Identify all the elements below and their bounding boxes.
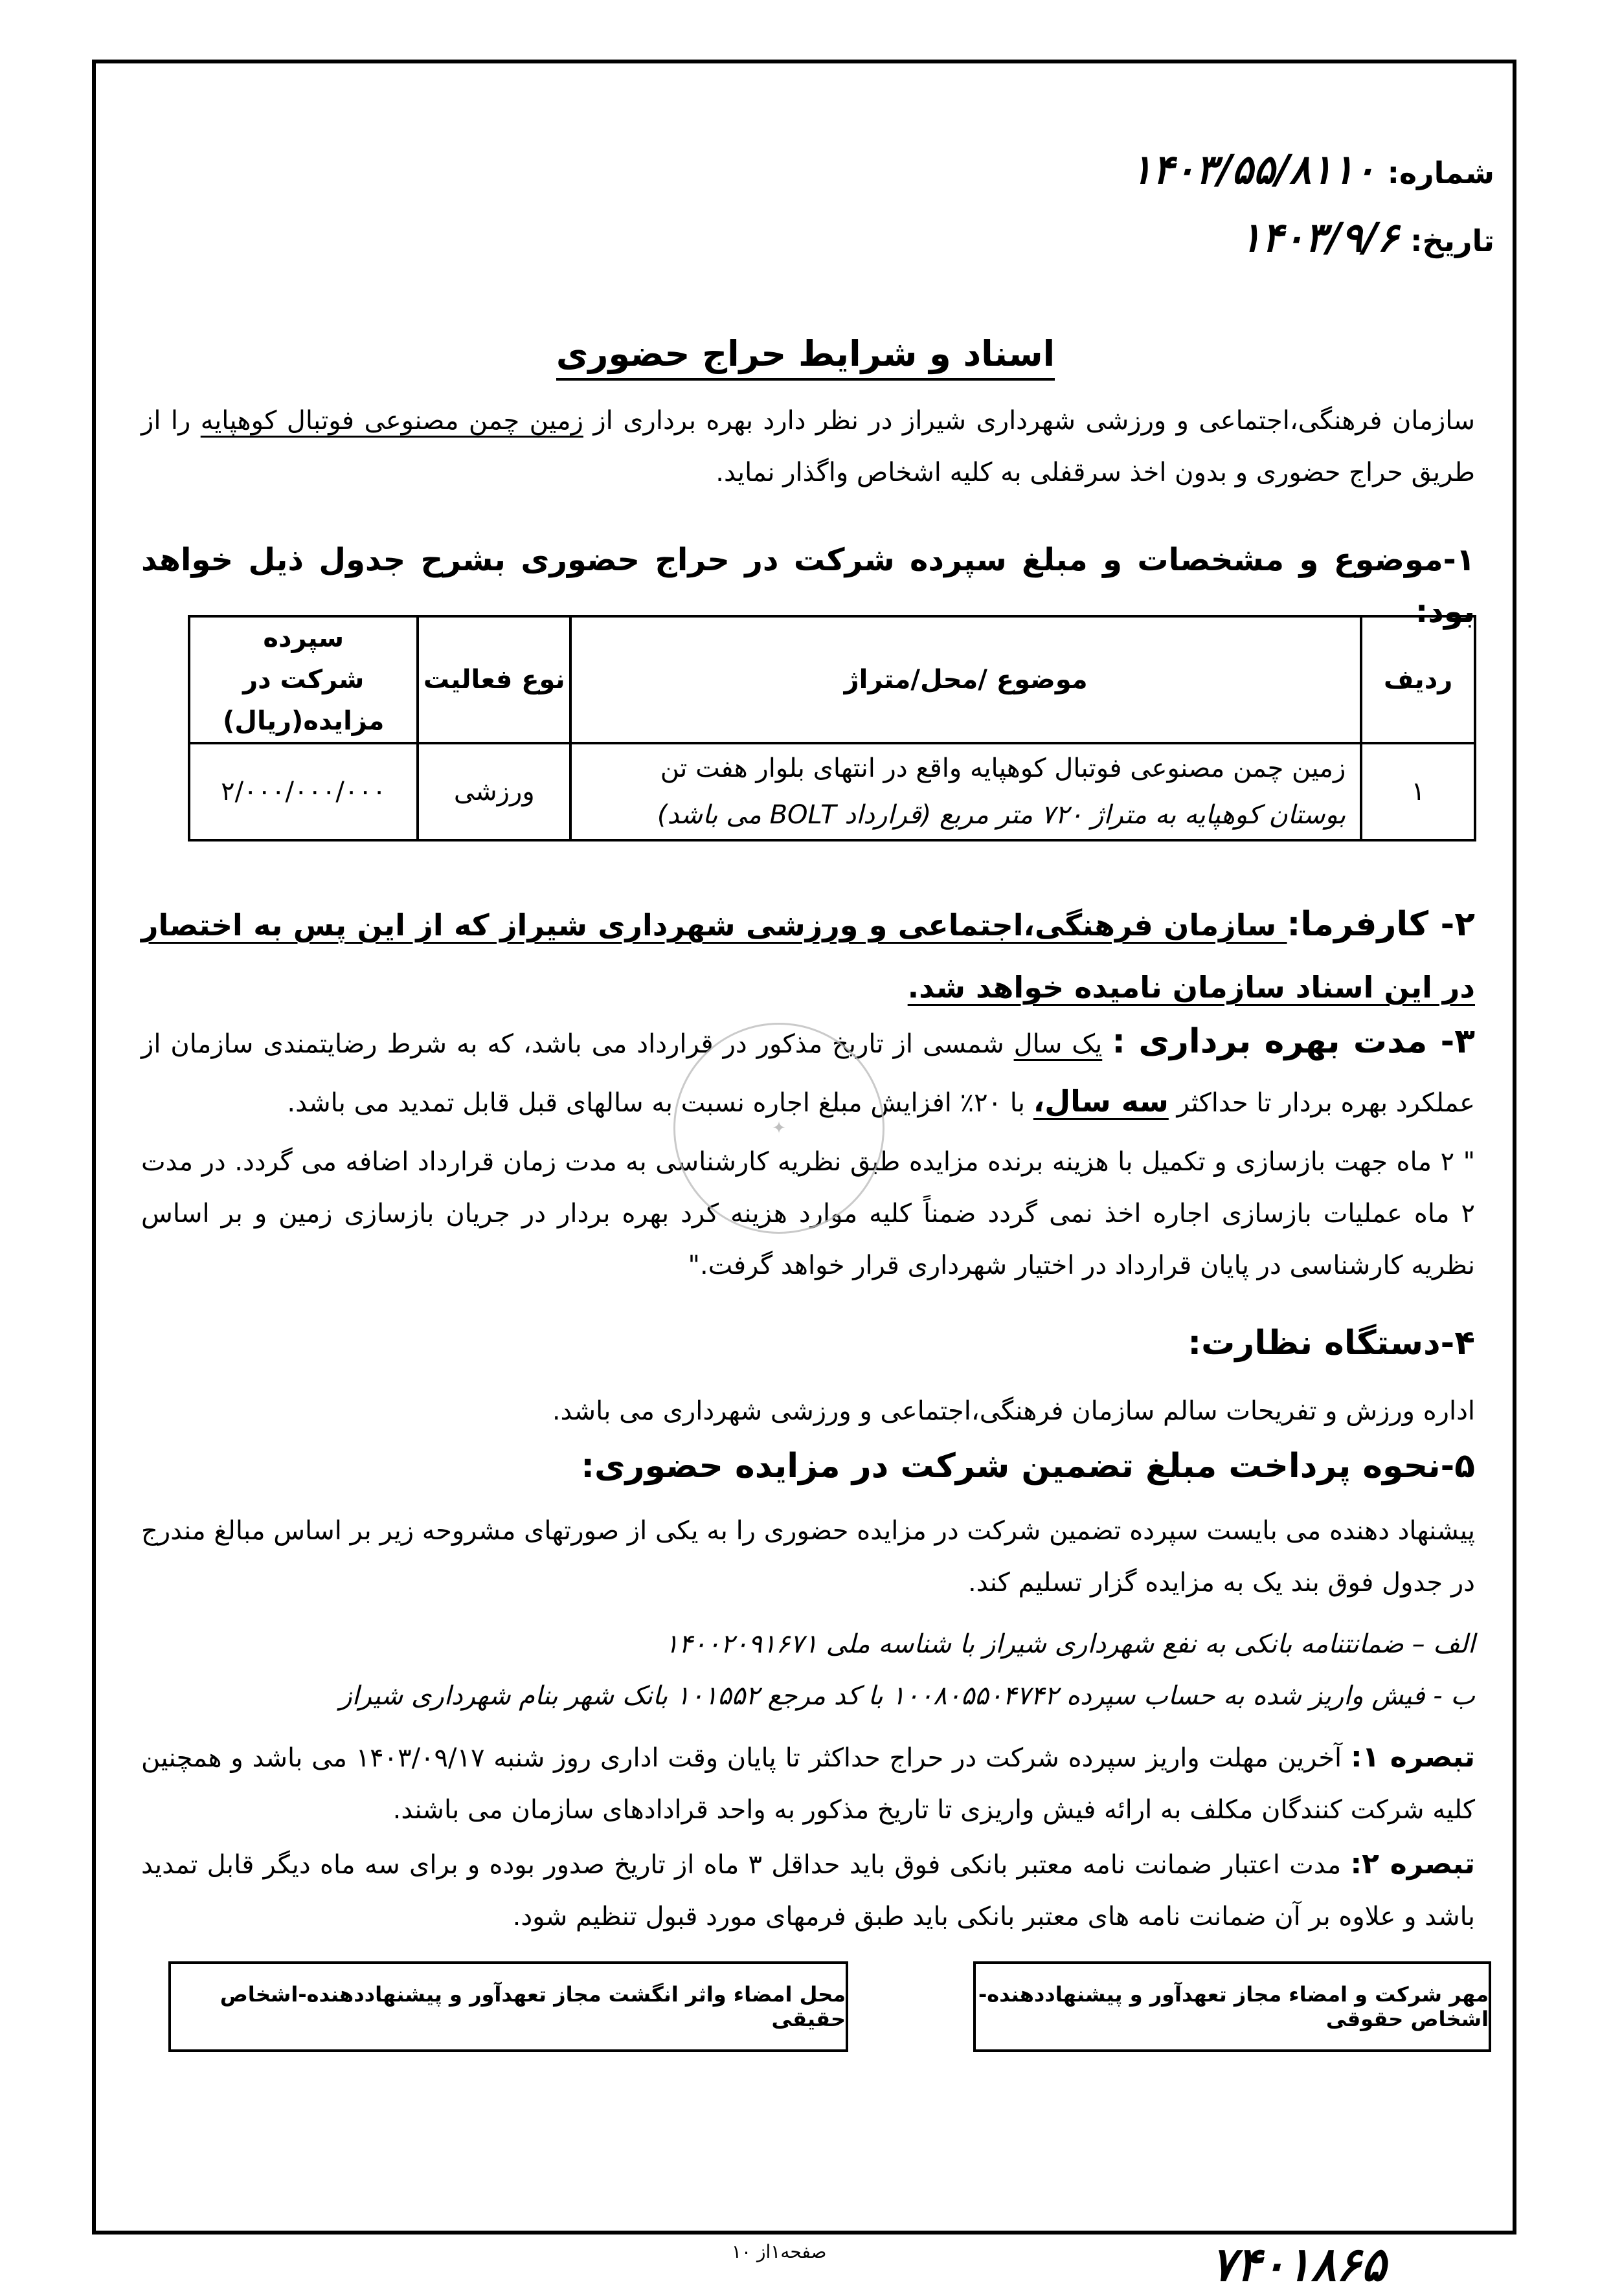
col-activity: نوع فعالیت [418,616,570,743]
payment-option-a: الف – ضمانتنامه بانکی به نفع شهرداری شیراز با شناسه ملی ۱۴۰۰۲۰۹۱۶۷۱ [664,1629,1475,1659]
number-value: ۱۴۰۳/۵۵/۸۱۱۰ [1131,146,1376,193]
section3-note: " ۲ ماه جهت بازسازی و تکمیل با هزینه برنده مزایده طبق نظریه کارشناسی به مدت زمان قرارداد اضافه می گردد. در مدت ۲ ماه عملیات بازسازی اجاره اخذ نمی گردد ضمناً کلیه موارد هزینه کرد بهره بردار در جریان بازسازی زمین و بر اساس نظریه کارشناسی در پایان قرارداد در اختیار شهرداری قرار خواهد گرفت." [141,1147,1475,1280]
note-2: تبصره ۲: مدت اعتبار ضمانت نامه معتبر بانکی فوق باید حداقل ۳ ماه از تاریخ صدور بوده و برای سه ماه دیگر قابل تمدید باشد و علاوه بر آن ضمانت نامه های معتبر بانکی باید طبق فرمهای مورد قبول تنظیم شود. [141,1847,1475,1932]
signature-box-legal: مهر شرکت و امضاء مجاز تعهدآور و پیشنهاددهنده-اشخاص حقوقی [973,1961,1491,2052]
table-row [189,743,1475,840]
table-header-row [189,616,1475,743]
section4-heading: ۴-دستگاه نظارت: [1188,1324,1475,1363]
section5-heading: ۵-نحوه پرداخت مبلغ تضمین شرکت در مزایده حضوری: [581,1447,1475,1486]
date-label: تاریخ: [1410,223,1494,258]
cell-subject: زمین چمن مصنوعی فوتبال کوهپایه واقع در انتهای بلوار هفت تن بوستان کوهپایه به متراژ ۷۲۰ متر مربع (قرارداد BOLT می باشد) [570,743,1361,840]
section2: ۲- کارفرما: سازمان فرهنگی،اجتماعی و ورزشی شهرداری شیراز که از این پس به اختصار در این اسناد سازمان نامیده خواهد شد. [141,905,1475,1005]
section3: ۳- مدت بهره برداری : یک سال شمسی از تاریخ مذکور در قرارداد می باشد، که به شرط رضایتمندی سازمان از عملکرد بهره بردار تا حداکثر سه سال، با ۲۰٪ افزایش مبلغ اجاره نسبت به سالهای قبل قابل تمدید می باشد. [141,1022,1476,1119]
page-number: صفحه۱از ۱۰ [732,2241,827,2262]
intro-subject: زمین چمن مصنوعی فوتبال کوهپایه [200,406,583,436]
col-deposit: سپرده شرکت در مزایده(ریال) [189,616,418,743]
cell-activity: ورزشی [418,743,570,840]
document-title: اسناد و شرایط حراج حضوری [0,333,1611,374]
note-1: تبصره ۱: آخرین مهلت واریز سپرده شرکت در حراج حداکثر تا پایان وقت اداری روز شنبه ۱۴۰۳/۰۹/۱۷ می باشد و همچنین کلیه شرکت کنندگان مکلف به ارائه فیش واریزی تا تاریخ مذکور به واحد قرادادهای سازمان می باشند. [141,1741,1475,1825]
signature-box-natural: محل امضاء واثر انگشت مجاز تعهدآور و پیشنهاددهنده-اشخاص حقیقی [168,1961,848,2052]
section1-heading: ۱-موضوع و مشخصات و مبلغ سپرده شرکت در حراج حضوری بشرح جدول ذیل خواهد بود: [141,542,1475,630]
date-value: ۱۴۰۳/۹/۶ [1240,214,1399,261]
intro-paragraph: سازمان فرهنگی،اجتماعی و ورزشی شهرداری شیراز در نظر دارد بهره برداری از زمین چمن مصنوعی فوتبال کوهپایه را از طریق حراج حضوری و بدون اخذ سرقفلی به کلیه اشخاص واگذار نماید. [141,406,1475,487]
col-row: ردیف [1361,616,1475,743]
tender-table [188,615,1476,841]
payment-option-b: ب - فیش واریز شده به حساب سپرده ۱۰۰۸۰۵۵۰۴۷۴۲ با کد مرجع ۱۰۱۵۵۲ بانک شهر بنام شهرداری شیراز [339,1681,1475,1711]
stamp-number: ۷۴۰۱۸۶۵ [1211,2236,1386,2291]
col-subject: موضوع /محل/متراژ [570,616,1361,743]
letter-number [1131,146,1494,193]
number-label: شماره: [1387,155,1494,190]
section5-text: پیشنهاد دهنده می بایست سپرده تضمین شرکت در مزایده حضوری را به یکی از صورتهای مشروحه زیر بر اساس مبالغ مندرج در جدول فوق بند یک به مزایده گزار تسلیم کند. [141,1516,1475,1598]
letter-date [1240,214,1494,261]
section4-text: اداره ورزش و تفریحات سالم سازمان فرهنگی،اجتماعی و ورزشی شهرداری می باشد. [552,1396,1475,1426]
cell-row: ۱ [1361,743,1475,840]
cell-deposit: ۲/۰۰۰/۰۰۰/۰۰۰ [189,743,418,840]
faint-stamp-icon: ✦ [673,1023,884,1234]
